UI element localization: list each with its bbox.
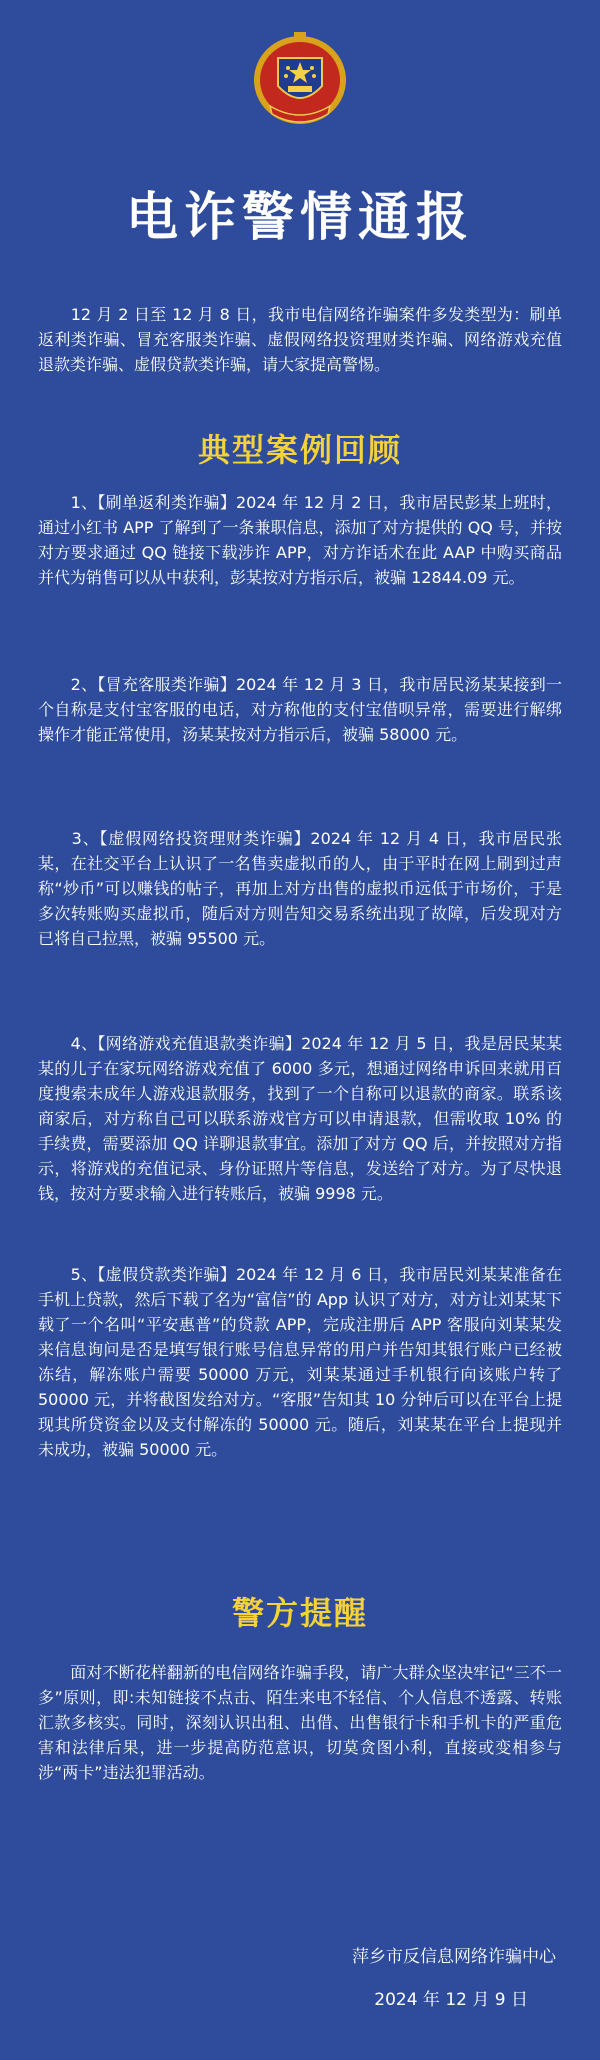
intro-paragraph: 12 月 2 日至 12 月 8 日，我市电信网络诈骗案件多发类型为：刷单返利类诈骗、冒充客服类诈骗、虚假网络投资理财类诈骗、网络游戏充值退款类诈骗、虚假贷款类诈骗，请大家提高警惕。 xyxy=(38,305,562,374)
cases-heading: 典型案例回顾 xyxy=(197,431,402,469)
page-title: 电诈警情通报 xyxy=(125,187,474,248)
warning-heading: 警方提醒 xyxy=(231,1594,368,1632)
case-item: 1、【刷单返利类诈骗】2024 年 12 月 2 日，我市居民彭某上班时，通过小红书 APP 了解到了一条兼职信息，添加了对方提供的 QQ 号，并按对方要求通过 QQ 链接下载涉诈 APP，对方诈话术在此 AAP 中购买商品并代为销售可以从中获利，彭某按对方指示后，被骗 12844.09 元。 xyxy=(38,493,562,587)
case-item: 3、【虚假网络投资理财类诈骗】2024 年 12 月 4 日，我市居民张某，在社交平台上认识了一名售卖虚拟币的人，由于平时在网上刷到过声称“炒币”可以赚钱的帖子，再加上对方出售的虚拟币远低于市场价，于是多次转账购买虚拟币，随后对方则告知交易系统出现了故障，后发现对方已将自己拉黑，被骗 95500 元。 xyxy=(38,829,562,948)
issue-date: 2024 年 12 月 9 日 xyxy=(374,1990,528,2010)
case-item: 4、【网络游戏充值退款类诈骗】2024 年 12 月 5 日，我是居民某某某的儿子在家玩网络游戏充值了 6000 多元，想通过网络申诉回来就用百度搜索未成年人游戏退款服务，找到了一个自称可以退款的商家。联系该商家后，对方称自己可以联系游戏官方可以申请退款，但需收取 10% 的手续费，需要添加 QQ 详聊退款事宜。添加了对方 QQ 后，并按照对方指示，将游戏的充值记录、身份证照片等信息，发送给了对方。为了尽快退钱，按对方要求输入进行转账后，被骗 9998 元。 xyxy=(38,1034,562,1203)
issuer-name: 萍乡市反信息网络诈骗中心 xyxy=(352,1947,556,1967)
case-item: 2、【冒充客服类诈骗】2024 年 12 月 3 日，我市居民汤某某接到一个自称是支付宝客服的电话，对方称他的支付宝借呗异常，需要进行解绑操作才能正常使用，汤某某按对方指示后，被骗 58000 元。 xyxy=(38,675,562,744)
police-emblem-icon xyxy=(248,28,352,128)
case-item: 5、【虚假贷款类诈骗】2024 年 12 月 6 日，我市居民刘某某准备在手机上贷款，然后下载了名为“富信”的 App 认识了对方，对方让刘某某下载了一个名叫“平安惠普”的贷款 APP，完成注册后 APP 客服向刘某某发来信息询问是否是填写银行账号信息异常的用户并告知其银行账户已经被冻结，解冻账户需要 50000 万元，刘某某通过手机银行向该账户转了 50000 元，并将截图发给对方。“客服”告知其 10 分钟后可以在平台上提现其所贷资金以及支付解冻的 50000 元。随后，刘某某在平台上提现并未成功，被骗 50000 元。 xyxy=(38,1265,562,1459)
reminder-paragraph: 面对不断花样翻新的电信网络诈骗手段，请广大群众坚决牢记“三不一多”原则，即:未知链接不点击、陌生来电不轻信、个人信息不透露、转账汇款多核实。同时，深刻认识出租、出借、出售银行卡和手机卡的严重危害和法律后果，进一步提高防范意识，切莫贪图小利，直接或变相参与涉“两卡”违法犯罪活动。 xyxy=(38,1663,562,1782)
